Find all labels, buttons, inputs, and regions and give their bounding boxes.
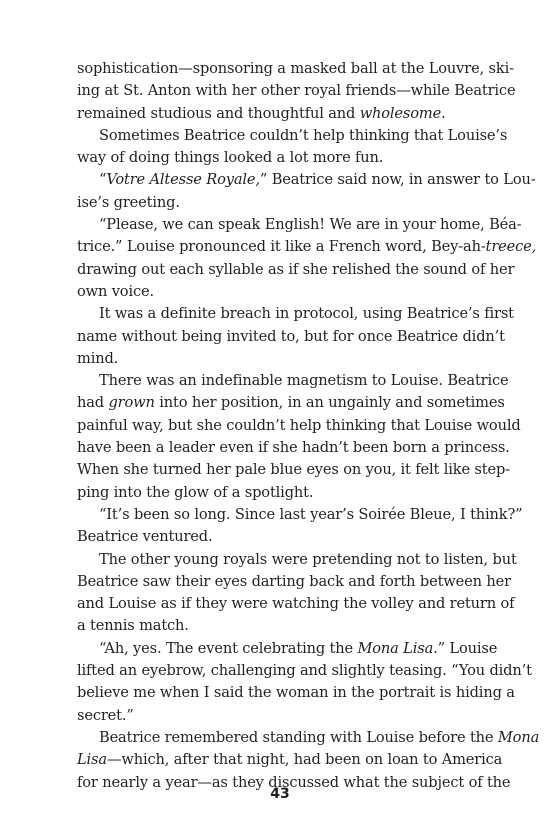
text-line [77,660,532,682]
italic-text: grown [108,394,155,412]
body-text [77,58,540,794]
text-segment: There was an indefinable magnetism to Louise. Beatrice [99,372,509,390]
text-segment: own voice. [77,282,154,300]
text-segment: —which, after that night, had been on loan to America [106,751,503,769]
text-line [77,526,487,548]
text-line [77,192,487,214]
italic-text: Lisa [77,751,107,769]
text-segment: believe me when I said the woman in the portrait is hiding a [77,684,515,702]
text-line [77,571,511,593]
text-line [77,80,516,102]
text-segment: drawing out each syllable as if she relished the sound of her [77,260,515,278]
text-segment: Beatrice ventured. [77,528,213,546]
italic-text: wholesome [359,104,442,122]
text-segment: mind. [77,349,119,367]
italic-text: Mona [497,728,540,746]
text-line [77,370,509,392]
text-segment: “ [99,171,107,189]
text-segment: sophistication—sponsoring a masked ball at the Louvre, ski- [77,60,514,77]
text-line [77,58,514,80]
text-segment: ping into the glow of a spotlight. [77,483,314,501]
text-segment: have been a leader even if she hadn’t been born a princess. [77,439,510,457]
italic-text: treece, [485,238,537,256]
text-line [77,415,521,437]
text-line [77,727,540,749]
text-line [77,504,523,526]
text-line [77,326,505,348]
text-segment: ise’s greeting. [77,193,180,211]
text-segment: secret.” [77,706,134,724]
text-line [77,392,505,414]
text-line [77,682,515,704]
text-line [77,125,508,147]
text-line [77,214,522,236]
text-segment: “Please, we can speak English! We are in your home, Béa- [99,216,522,234]
text-segment: painful way, but she couldn’t help thinking that Louise would [77,416,521,434]
text-segment: trice.” Louise pronounced it like a French word, Bey-ah- [77,238,486,256]
text-segment: It was a definite breach in protocol, using Beatrice’s first [99,305,514,323]
text-line [77,348,487,370]
text-line [77,705,487,727]
text-line [77,549,517,571]
text-segment: “Ah, yes. The event celebrating the [99,639,358,657]
text-line [77,482,487,504]
text-line [77,437,510,459]
text-line [77,281,487,303]
text-line [77,147,487,169]
text-segment: remained studious and thoughtful and [77,104,360,122]
text-segment: name without being invited to, but for once Beatrice didn’t [77,327,505,345]
text-segment: The other young royals were pretending not to listen, but [99,550,517,568]
text-line [77,236,537,258]
text-segment: Beatrice saw their eyes darting back and forth between her [77,572,511,590]
page-number: 43 [270,786,290,802]
text-segment: ” Beatrice said now, in answer to Lou- [259,171,536,189]
text-segment: a tennis match. [77,617,189,635]
text-segment: and Louise as if they were watching the volley and return of [77,595,515,613]
text-line [77,615,487,637]
italic-text: Votre Altesse Royale, [106,171,260,189]
text-line [77,749,503,771]
text-line [77,303,514,325]
text-segment: lifted an eyebrow, challenging and slightly teasing. “You didn’t [77,662,532,680]
italic-text: Mona Lisa [357,639,434,657]
text-segment: way of doing things looked a lot more fun. [77,149,384,167]
text-segment: Beatrice remembered standing with Louise before the [99,728,498,746]
text-segment: into her position, in an ungainly and sometimes [154,394,505,412]
text-segment: had [77,394,109,412]
text-segment: for nearly a year—as they discussed what the subject of the [77,773,511,791]
text-segment: When she turned her pale blue eyes on you, it felt like step- [77,461,510,479]
text-segment: ing at St. Anton with her other royal friends—while Beatrice [77,82,516,100]
text-line [77,459,510,481]
text-segment: .” Louise [433,639,498,657]
text-line [77,169,536,191]
text-segment: “It’s been so long. Since last year’s Soirée Bleue, I think?” [99,505,523,523]
text-line [77,103,487,125]
text-line [77,259,515,281]
text-line [77,638,498,660]
text-segment: . [441,104,446,122]
text-segment: Sometimes Beatrice couldn’t help thinking that Louise’s [99,126,508,144]
text-line [77,593,515,615]
